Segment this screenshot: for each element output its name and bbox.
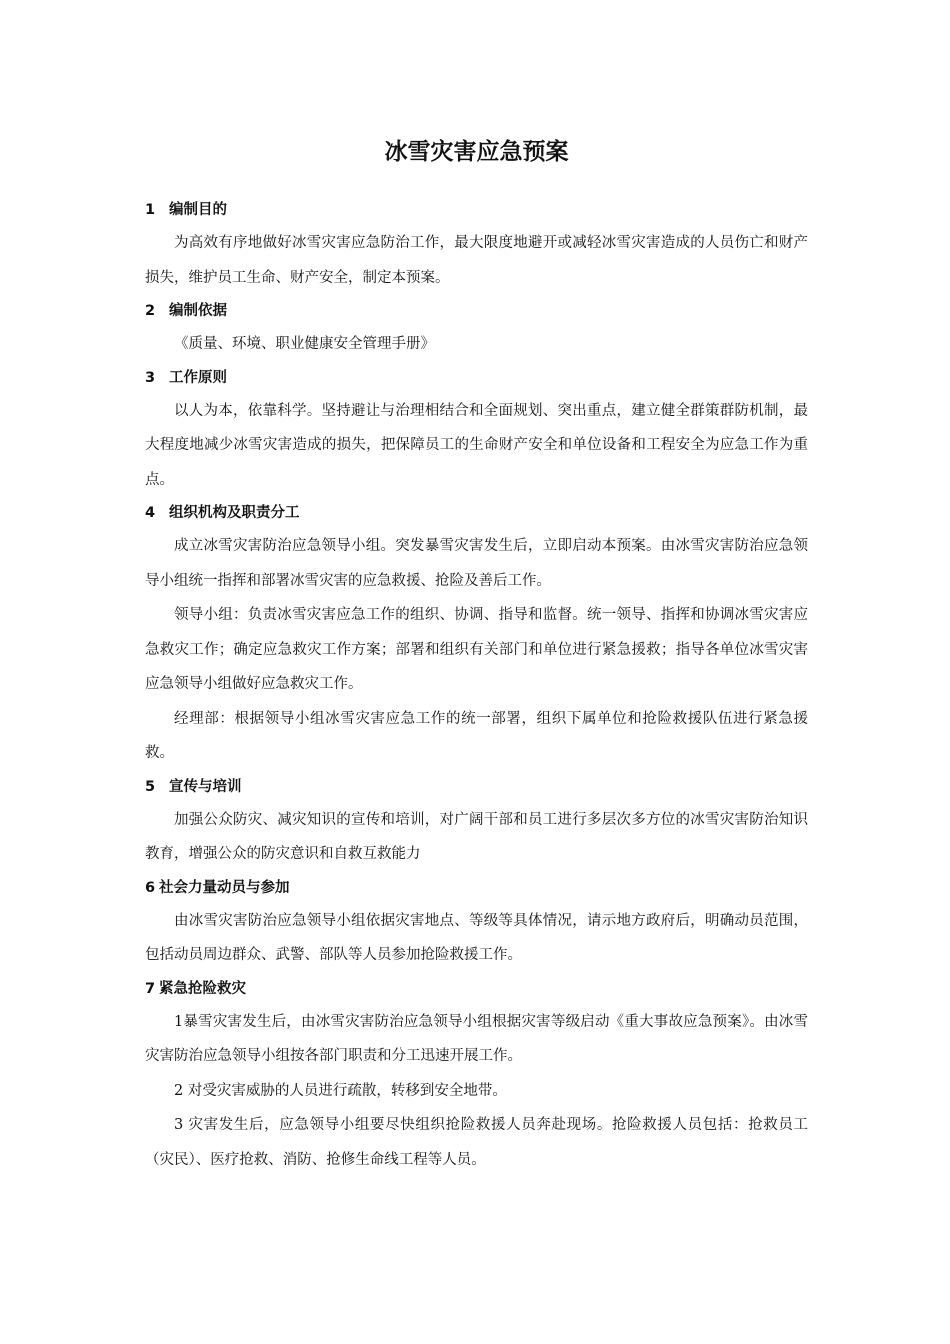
section-heading (145, 295, 808, 327)
section-number: 2 (145, 303, 156, 319)
section-number: 4 (145, 505, 156, 521)
section-heading (145, 771, 808, 803)
paragraph: 成立冰雪灾害防治应急领导小组。突发暴雪灾害发生后，立即启动本预案。由冰雪灾害防治应急领导小组统一指挥和部署冰雪灾害的应急救援、抢险及善后工作。 (145, 538, 808, 589)
section-6 (145, 872, 808, 973)
document-title: 冰雪灾害应急预案 (384, 139, 569, 165)
paragraph: 经理部：根据领导小组冰雪灾害应急工作的统一部署，组织下属单位和抢险救援队伍进行紧急援救。 (145, 710, 808, 761)
section-number: 1 (145, 202, 156, 218)
section-heading (145, 362, 808, 394)
paragraph: 1暴雪灾害发生后，由冰雪灾害防治应急领导小组根据灾害等级启动《重大事故应急预案》。由冰雪灾害防治应急领导小组按各部门职责和分工迅速开展工作。 (145, 1013, 808, 1064)
section-heading (145, 973, 808, 1005)
section-title: 紧急抢险救灾 (159, 980, 246, 997)
paragraph: 以人为本，依靠科学。坚持避让与治理相结合和全面规划、突出重点，建立健全群策群防机制，最大程度地减少冰雪灾害造成的损失，把保障员工的生命财产安全和单位设备和工程安全为应急工作为重点。 (145, 402, 808, 488)
section-number: 7 (145, 980, 156, 997)
section-title: 组织机构及职责分工 (169, 505, 300, 521)
paragraph: 2 对受灾害威胁的人员进行疏散，转移到安全地带。 (174, 1082, 507, 1099)
section-2 (145, 295, 808, 362)
section-heading (145, 497, 808, 529)
section-number: 5 (145, 778, 156, 795)
section-7 (145, 973, 808, 1178)
paragraph: 领导小组：负责冰雪灾害应急工作的组织、协调、指导和监督。统一领导、指挥和协调冰雪灾害应急救灾工作；确定应急救灾工作方案；部署和组织有关部门和单位进行紧急援救；指导各单位冰雪灾害应急领导小组做好应急救灾工作。 (145, 607, 808, 692)
section-5 (145, 771, 808, 872)
section-title: 宣传与培训 (169, 778, 242, 795)
paragraph: 加强公众防灾、减灾知识的宣传和培训，对广阔干部和员工进行多层次多方位的冰雪灾害防治知识教育，增强公众的防灾意识和自救互救能力 (145, 811, 808, 862)
section-number: 3 (145, 369, 156, 386)
document-body (145, 194, 808, 1177)
section-title: 编制目的 (169, 202, 227, 218)
paragraph: 为高效有序地做好冰雪灾害应急防治工作，最大限度地避开或减轻冰雪灾害造成的人员伤亡和财产损失，维护员工生命、财产安全，制定本预案。 (145, 235, 808, 286)
section-4 (145, 497, 808, 771)
section-title: 编制依据 (169, 303, 227, 319)
section-1 (145, 194, 808, 295)
section-3 (145, 362, 808, 498)
section-title: 社会力量动员与参加 (159, 879, 290, 896)
section-heading (145, 872, 808, 904)
paragraph: 由冰雪灾害防治应急领导小组依据灾害地点、等级等具体情况，请示地方政府后，明确动员范围，包括动员周边群众、武警、部队等人员参加抢险救援工作。 (145, 912, 808, 963)
paragraph: 《质量、环境、职业健康安全管理手册》 (174, 336, 435, 352)
section-heading (145, 194, 808, 226)
section-number: 6 (145, 879, 156, 896)
section-title: 工作原则 (169, 369, 227, 386)
paragraph: 3 灾害发生后，应急领导小组要尽快组织抢险救援人员奔赴现场。抢险救援人员包括：抢救员工（灾民）、医疗抢救、消防、抢修生命线工程等人员。 (145, 1117, 808, 1168)
